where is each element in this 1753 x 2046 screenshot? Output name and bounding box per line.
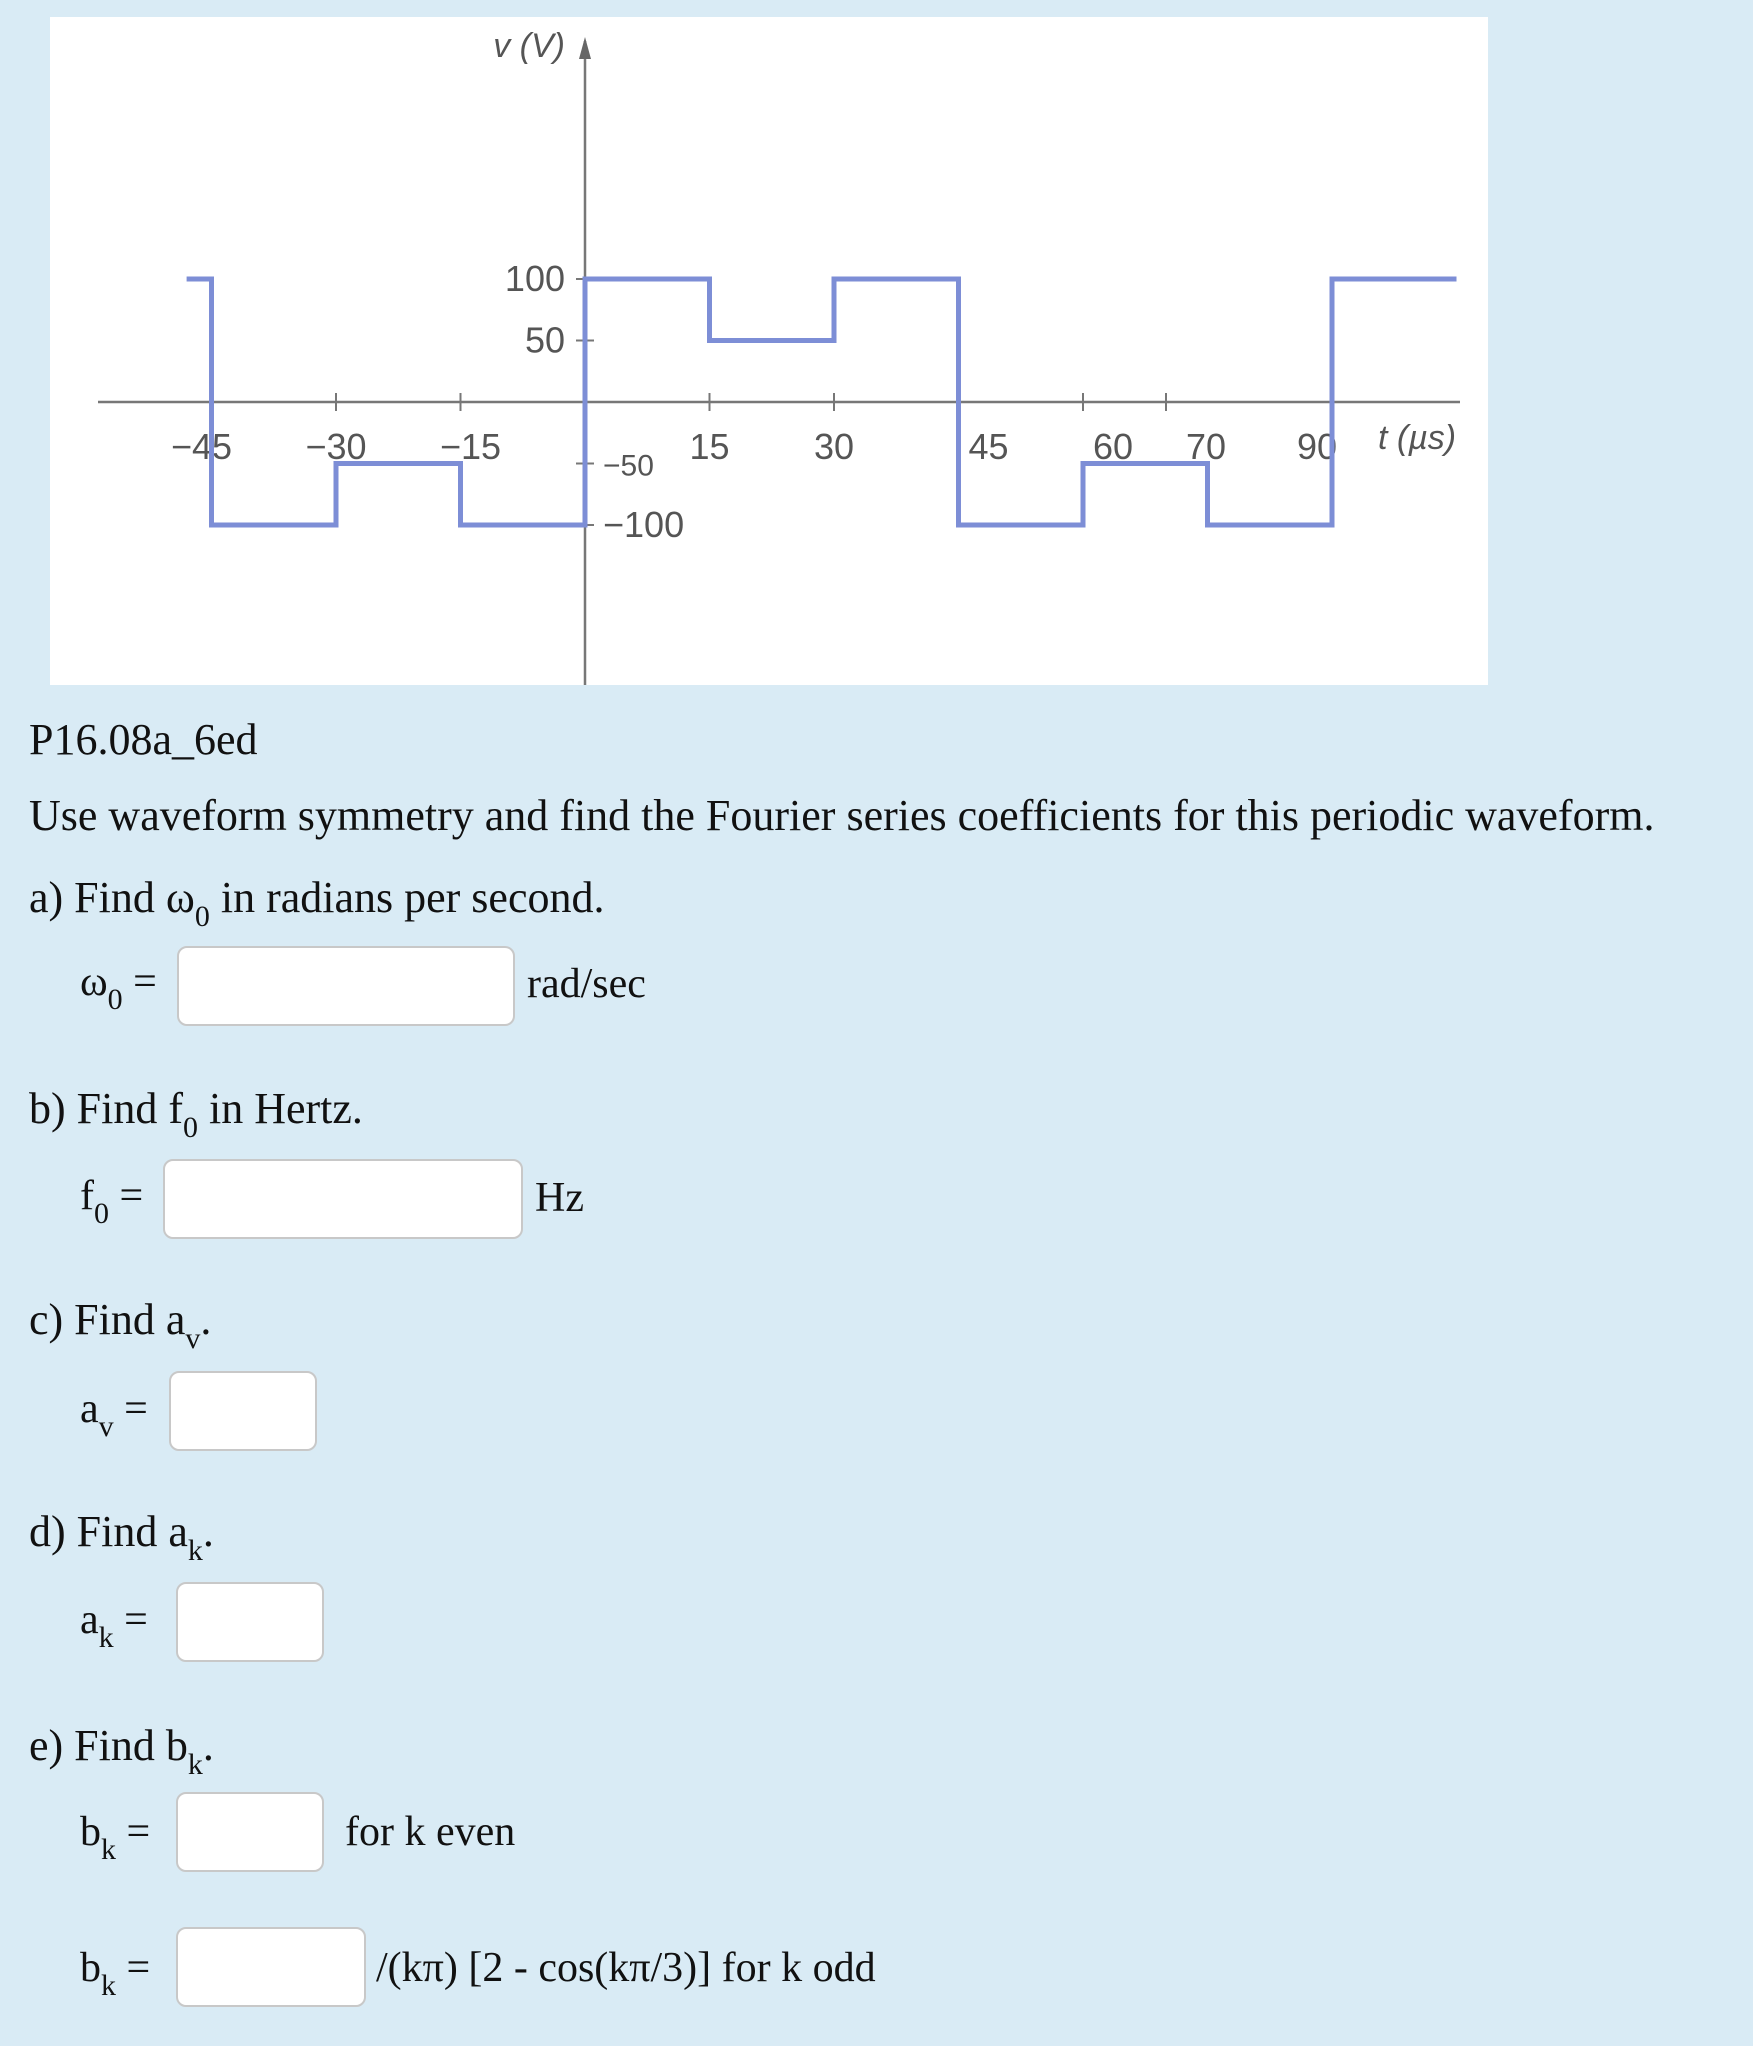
part-e-prefix: e) Find b <box>29 1721 188 1770</box>
bk-even-input[interactable] <box>176 1792 324 1872</box>
ak-label <box>80 1596 148 1654</box>
part-e-suffix: . <box>202 1721 214 1770</box>
bk-even-label <box>80 1808 151 1866</box>
omega0-input[interactable] <box>177 946 515 1026</box>
y-tick-label: −100 <box>603 504 685 545</box>
bk-even-sub: k <box>101 1833 116 1866</box>
x-tick-label: −30 <box>305 426 367 467</box>
x-tick-label: 15 <box>689 426 730 467</box>
y-axis-label: v (V) <box>493 27 565 65</box>
omega0-symbol: ω <box>80 959 108 1005</box>
part-a-sub: 0 <box>194 900 210 933</box>
ak-symbol: a <box>80 1597 99 1643</box>
f0-eq: = <box>109 1173 144 1219</box>
x-tick-label: 60 <box>1092 426 1134 467</box>
part-b-prefix: b) Find f <box>29 1084 183 1133</box>
ak-input[interactable] <box>176 1582 324 1662</box>
waveform-figure <box>50 17 1488 685</box>
bk-even-eq: = <box>116 1809 151 1855</box>
av-sub: v <box>98 1410 114 1443</box>
part-d-suffix: . <box>202 1507 214 1556</box>
x-tick-label: −45 <box>170 426 233 467</box>
av-label <box>80 1385 148 1443</box>
waveform-chart <box>50 17 1488 685</box>
part-b-suffix: in Hertz. <box>198 1084 363 1133</box>
part-d-prefix: d) Find a <box>29 1507 188 1556</box>
f0-input[interactable] <box>163 1159 523 1239</box>
x-tick-label: −15 <box>439 426 502 467</box>
bk-even-unit: for k even <box>345 1809 516 1855</box>
f0-symbol: f <box>80 1173 94 1219</box>
part-a-suffix: in radians per second. <box>209 873 605 922</box>
part-b-sub: 0 <box>183 1111 198 1144</box>
x-axis-label: t (µs) <box>1378 419 1457 457</box>
bk-odd-symbol: b <box>80 1945 101 1991</box>
ak-eq: = <box>113 1597 148 1643</box>
omega0-label <box>80 958 157 1016</box>
bk-odd-input[interactable] <box>176 1927 366 2007</box>
bk-even-symbol: b <box>80 1809 101 1855</box>
part-e-prompt <box>29 1720 214 1781</box>
bk-odd-eq: = <box>116 1945 151 1991</box>
part-c-suffix: . <box>200 1295 212 1344</box>
omega0-eq: = <box>122 959 157 1005</box>
part-b-prompt <box>29 1083 363 1144</box>
part-d-prompt <box>29 1506 214 1567</box>
problem-statement: Use waveform symmetry and find the Fourier series coefficients for this periodic waveform. <box>29 791 1655 840</box>
f0-sub: 0 <box>94 1197 109 1230</box>
y-tick-label: −50 <box>603 449 654 483</box>
bk-odd-label <box>80 1944 151 2002</box>
bk-odd-sub: k <box>101 1969 116 2002</box>
part-d-sub: k <box>187 1534 203 1567</box>
x-tick-label: 90 <box>1296 426 1338 467</box>
problem-id: P16.08a_6ed <box>29 715 258 764</box>
av-eq: = <box>113 1386 148 1432</box>
omega0-sub: 0 <box>107 983 123 1016</box>
part-c-prefix: c) Find a <box>29 1295 186 1344</box>
y-tick-label: 50 <box>524 319 565 361</box>
f0-unit: Hz <box>535 1175 584 1221</box>
part-c-sub: v <box>185 1322 201 1355</box>
part-e-sub: k <box>187 1748 203 1781</box>
ak-sub: k <box>98 1621 114 1654</box>
part-a-prefix: a) Find ω <box>29 873 195 922</box>
part-c-prompt <box>29 1294 212 1355</box>
x-tick-label: 30 <box>813 426 855 467</box>
av-input[interactable] <box>169 1371 317 1451</box>
x-tick-label: 70 <box>1185 426 1227 467</box>
y-axis-arrow <box>579 37 591 59</box>
av-symbol: a <box>80 1386 99 1432</box>
part-a-prompt <box>29 872 605 933</box>
x-tick-label: 45 <box>968 426 1009 467</box>
y-tick-label: 100 <box>504 258 565 299</box>
bk-odd-unit: /(kπ) [2 - cos(kπ/3)] for k odd <box>376 1945 876 1991</box>
f0-label <box>80 1172 144 1230</box>
omega0-unit: rad/sec <box>527 961 646 1007</box>
